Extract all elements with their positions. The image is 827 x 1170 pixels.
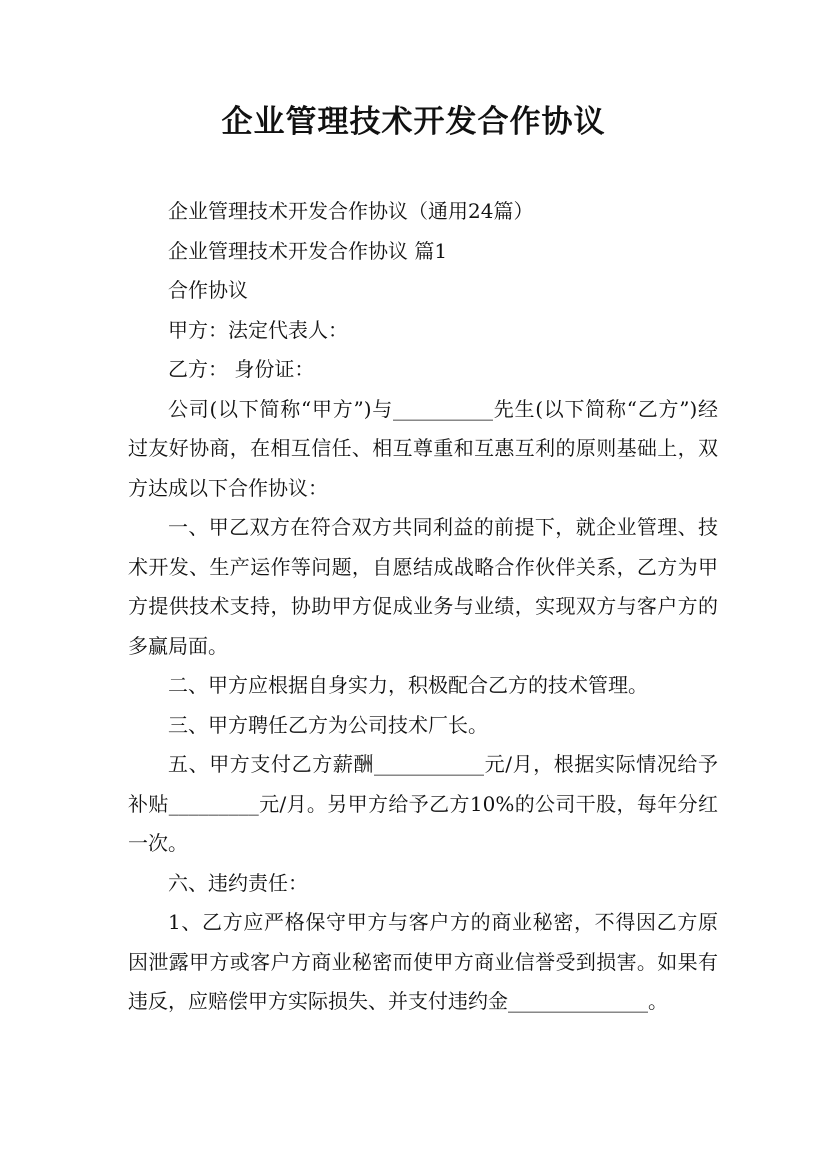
document-body bbox=[128, 192, 718, 1022]
paragraph-clause-3: 三、甲方聘任乙方为公司技术厂长。 bbox=[168, 712, 488, 737]
paragraph-clause-2: 二、甲方应根据自身实力，积极配合乙方的技术管理。 bbox=[168, 673, 648, 697]
paragraph-clause-1: 一、甲乙双方在符合双方共同利益的前提下，就企业管理、技术开发、生产运作等问题，自愿结成战略合作伙伴关系，乙方为甲方提供技术支持，协助甲方促成业务与业绩，实现双方与客户方的多赢局面。 bbox=[128, 515, 718, 658]
paragraph-party-a: 甲方：法定代表人： bbox=[168, 317, 348, 342]
paragraph-subtitle: 企业管理技术开发合作协议（通用24篇） bbox=[168, 199, 534, 223]
paragraph-clause-6: 六、违约责任： bbox=[168, 870, 308, 895]
paragraph-section-heading: 企业管理技术开发合作协议 篇1 bbox=[168, 238, 448, 263]
paragraph-clause-5: 五、甲方支付乙方薪酬___________元/月，根据实际情况给予补贴_________元/月。另甲方给予乙方10%的公司干股，每年分红一次。 bbox=[128, 752, 718, 855]
document-title: 企业管理技术开发合作协议 bbox=[221, 104, 606, 140]
paragraph-preamble: 公司(以下简称“甲方”)与__________先生(以下简称“乙方”)经过友好协商，在相互信任、相互尊重和互惠互利的原则基础上，双方达成以下合作协议： bbox=[128, 396, 718, 500]
paragraph-party-b: 乙方： 身份证： bbox=[168, 357, 315, 381]
paragraph-agreement-label: 合作协议 bbox=[168, 278, 248, 302]
paragraph-clause-6-1: 1、乙方应严格保守甲方与客户方的商业秘密，不得因乙方原因泄露甲方或客户方商业秘密而使甲方商业信誉受到损害。如果有违反，应赔偿甲方实际损失、并支付违约金______________。 bbox=[128, 910, 718, 1013]
